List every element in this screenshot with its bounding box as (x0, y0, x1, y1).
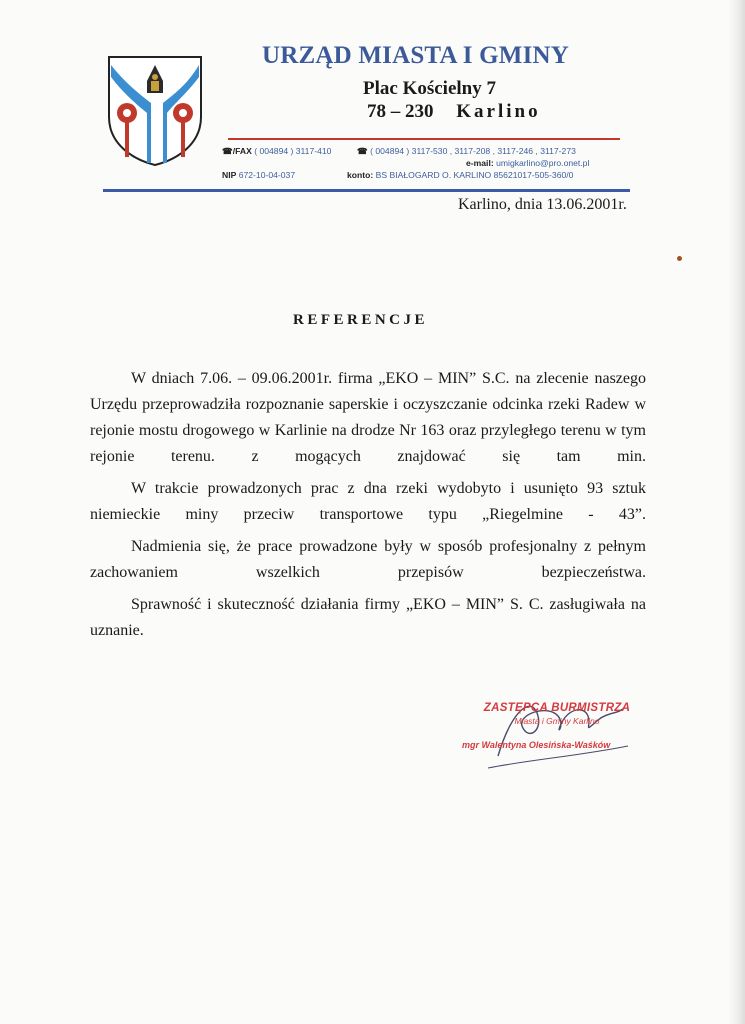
postal-code: 78 – 230 (367, 101, 434, 122)
phone-value: ( 004894 ) 3117-530 , 3117-208 , 3117-246 , 3117-273 (370, 146, 576, 156)
signature-stamp (462, 702, 652, 750)
stamp-subtitle: Miasta i Gminy Karlino (514, 716, 600, 726)
bank-account-line (347, 170, 573, 180)
address-street: Plac Kościelny 7 (363, 78, 496, 99)
town-name: Karlino (456, 101, 541, 122)
phone-icon: ☎ (357, 146, 368, 156)
body-paragraph: W trakcie prowadzonych prac z dna rzeki wydobyto i usunięto 93 sztuk niemieckie miny przeciw transportowe typu „Riegelmine - 43”. (90, 480, 646, 523)
phone-fax-value: ( 004894 ) 3117-410 (254, 146, 332, 156)
body-paragraph: Nadmienia się, że prace prowadzone były w sposób profesjonalny z pełnym zachowaniem wszelkich przepisów bezpieczeństwa. (90, 538, 646, 581)
stamp-name: mgr Walentyna Olesińska-Waśków (462, 740, 611, 750)
body-paragraph: W dniach 7.06. – 09.06.2001r. firma „EKO – MIN” S.C. na zlecenie naszego Urzędu przeprowadziła rozpoznanie saperskie i oczyszczanie odcinka rzeki Radew w rejonie mostu drogowego w Karlinie na drodze Nr 163 oraz przyległego terenu w tym rejonie terenu. z mogących znajdować się tam min. (90, 370, 646, 465)
email-value: umigkarlino@pro.onet.pl (496, 158, 590, 168)
letter-body (90, 366, 646, 650)
account-value: BS BIAŁOGARD O. KARLINO 85621017-505-360/0 (375, 170, 574, 180)
organization-name: URZĄD MIASTA I GMINY (262, 42, 570, 69)
account-label: konto: (347, 170, 374, 180)
nip-label: NIP (222, 170, 237, 180)
nip-line (222, 170, 295, 180)
phone-line (357, 146, 576, 157)
nip-value: 672-10-04-037 (238, 170, 296, 180)
paper-mark (677, 256, 682, 261)
phone-icon: ☎/FAX (222, 146, 252, 156)
address-city (367, 101, 541, 123)
date-line: Karlino, dnia 13.06.2001r. (458, 196, 627, 213)
phone-fax-line (222, 146, 331, 157)
document-title: REFERENCJE (293, 312, 429, 328)
page-edge-shadow (727, 0, 745, 1024)
letterhead-blue-divider (103, 189, 630, 192)
stamp-title: ZASTĘPCA BURMISTRZA (483, 702, 631, 714)
letterhead-red-divider (228, 138, 620, 140)
coat-of-arms-icon (107, 55, 203, 167)
email-line (466, 158, 589, 168)
body-paragraph: Sprawność i skuteczność działania firmy „EKO – MIN” S. C. zasługiwała na uznanie. (90, 596, 646, 639)
email-label: e-mail: (466, 158, 494, 168)
